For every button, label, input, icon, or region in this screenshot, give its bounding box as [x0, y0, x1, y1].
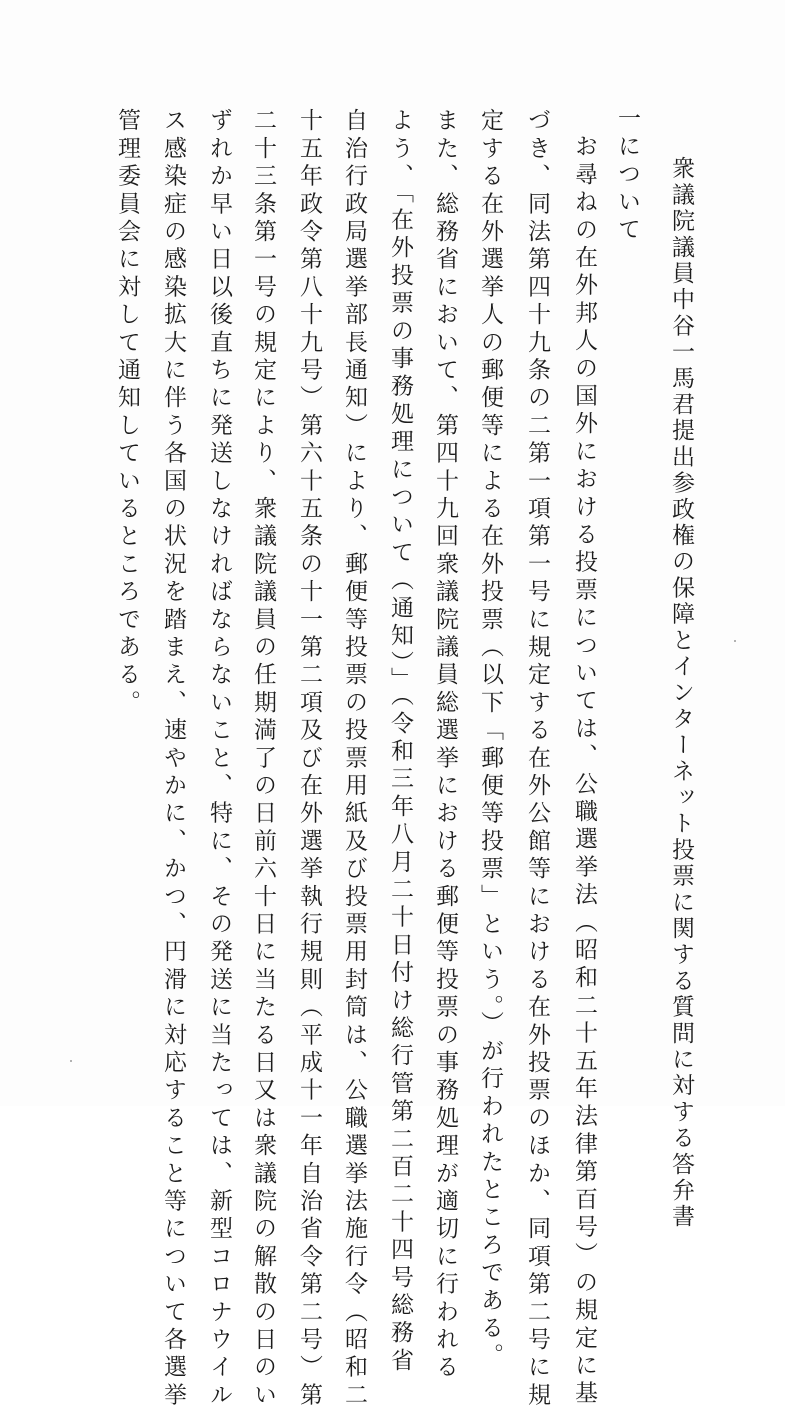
body-text-line: づき、同法第四十九条の二第一項第一号に規定する在外公館等における在外投票のほか、同項第二号に規	[524, 108, 550, 1410]
body-text-line: 二十三条第一号の規定により、衆議院議員の任期満了の日前六十日に当たる日又は衆議院の解散の日のい	[250, 108, 276, 1410]
body-text-line: また、総務省において、第四十九回衆議院議員総選挙における郵便等投票の事務処理が適切に行われる	[432, 108, 458, 1383]
body-text-line: よう、「在外投票の事務処理について（通知）」（令和三年八月二十日付け総行管第二百二十四号総務省	[387, 108, 413, 1376]
section-heading: 一について	[614, 106, 640, 245]
body-text-line: 定する在外選挙人の郵便等による在外投票（以下「郵便等投票」という。）が行われたところである。	[477, 108, 503, 1371]
body-text-line: ス感染症の感染拡大に伴う各国の状況を踏まえ、速やかに、かつ、円滑に対応すること等について各選挙	[160, 108, 186, 1410]
body-text-line: 管理委員会に対して通知しているところである。	[114, 108, 140, 718]
document-title: 衆議院議員中谷一馬君提出参政権の保障とインターネット投票に関する質問に対する答弁書	[668, 156, 694, 1231]
body-text-line: 十五年政令第八十九号）第六十五条の十一第二項及び在外選挙執行規則（平成十一年自治省令第二号）第	[296, 108, 322, 1410]
body-text-line: ずれか早い日以後直ちに発送しなければならないこと、特に、その発送に当たっては、新型コロナウイル	[206, 108, 232, 1410]
body-text-line: 自治行政局選挙部長通知）により、郵便等投票の投票用紙及び投票用封筒は、公職選挙法施行令（昭和二	[341, 108, 367, 1410]
scan-speck	[734, 640, 736, 642]
body-text-line: お尋ねの在外邦人の国外における投票については、公職選挙法（昭和二十五年法律第百号）の規定に基	[571, 134, 597, 1409]
scan-speck	[70, 1060, 72, 1062]
